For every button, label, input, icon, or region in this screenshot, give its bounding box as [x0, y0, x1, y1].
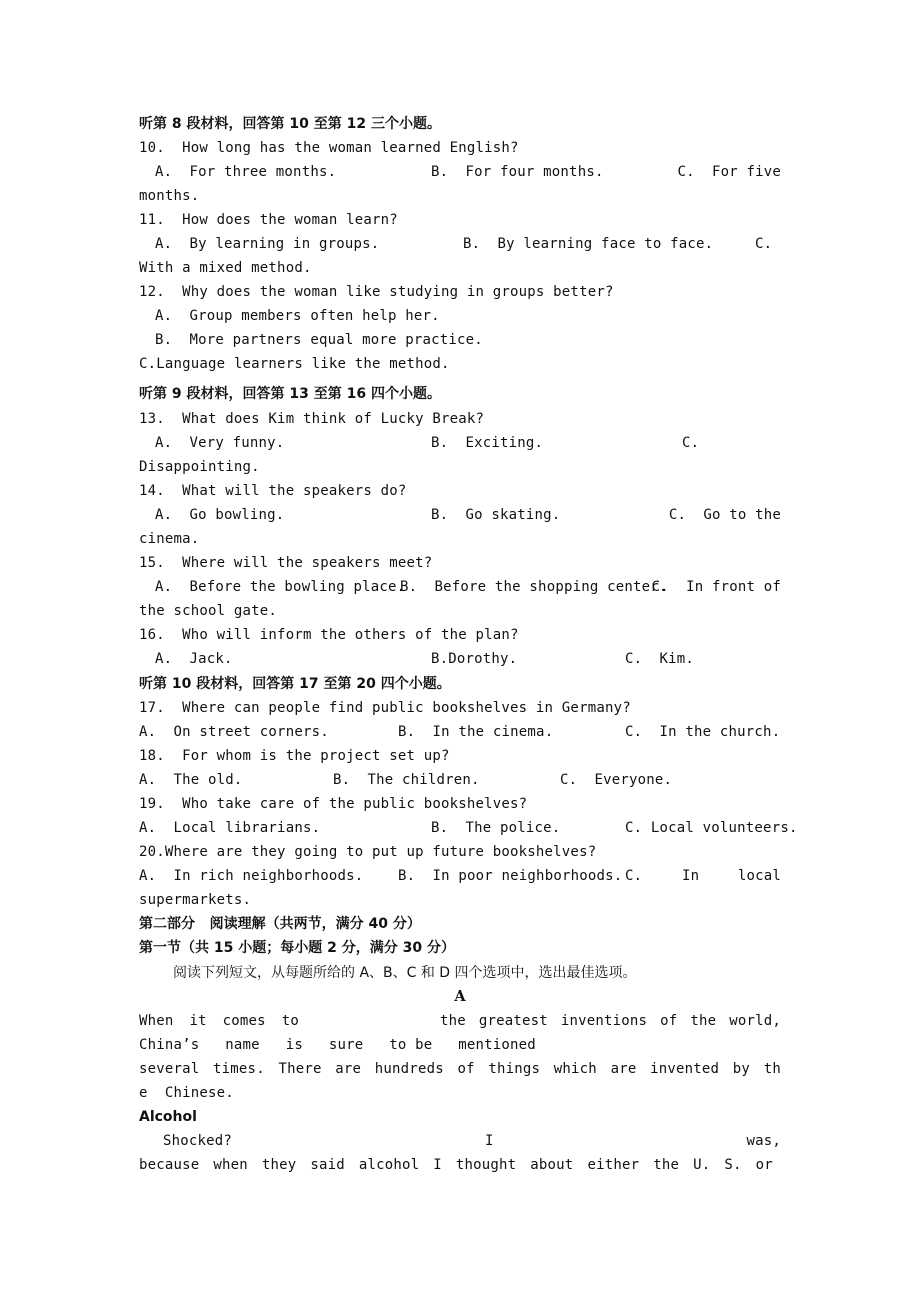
word: the: [653, 1157, 680, 1173]
q20-option-c-word-local: local: [737, 868, 781, 884]
q15-option-c: C. In front of: [651, 579, 781, 595]
passage-line-6: [139, 1153, 773, 1177]
word: several: [139, 1061, 200, 1077]
word: which: [553, 1061, 597, 1077]
q11-option-c-cont: With a mixed method.: [139, 260, 312, 276]
q14-option-c: C. Go to the: [668, 507, 781, 523]
question-16-stem: 16. Who will inform the others of the plan?: [139, 627, 519, 643]
passage-line-1-right: [440, 1009, 781, 1033]
word: times.: [213, 1061, 265, 1077]
word: S.: [724, 1157, 742, 1173]
q10-option-a: A. For three months.: [155, 164, 337, 180]
word: the: [690, 1013, 717, 1029]
word: the: [440, 1013, 466, 1029]
passage-was: was,: [746, 1133, 781, 1149]
q13-option-c: C.: [682, 435, 700, 451]
q18-option-b: B. The children.: [333, 772, 480, 788]
word: When: [139, 1013, 174, 1029]
q17-option-a: A. On street corners.: [139, 724, 329, 740]
q20-option-c-word-in: In: [682, 868, 700, 884]
passage-shocked: Shocked?: [163, 1133, 233, 1149]
question-14-stem: 14. What will the speakers do?: [139, 483, 407, 499]
q18-option-a: A. The old.: [139, 772, 243, 788]
q12-option-b: B. More partners equal more practice.: [155, 332, 483, 348]
word: invented: [650, 1061, 720, 1077]
q14-option-a: A. Go bowling.: [155, 507, 285, 523]
q19-option-b: B. The police.: [431, 820, 561, 836]
word: to: [281, 1013, 299, 1029]
word: are: [335, 1061, 362, 1077]
word: of: [660, 1013, 678, 1029]
word: world,: [729, 1013, 781, 1029]
q19-option-c: C. Local volunteers.: [625, 820, 798, 836]
word: alcohol: [358, 1157, 420, 1173]
word: it: [189, 1013, 207, 1029]
q16-option-b: B.Dorothy.: [431, 651, 518, 667]
section-10-header: 听第 10 段材料，回答第 17 至第 20 四个小题。: [139, 676, 451, 692]
section-1-title: 第一节（共 15 小题；每小题 2 分，满分 30 分）: [139, 940, 455, 956]
question-11-stem: 11. How does the woman learn?: [139, 212, 398, 228]
q11-option-b: B. By learning face to face.: [463, 236, 714, 252]
section-8-header: 听第 8 段材料，回答第 10 至第 12 三个小题。: [139, 116, 441, 132]
word: by: [732, 1061, 751, 1077]
word: or: [755, 1157, 773, 1173]
question-18-stem: 18. For whom is the project set up?: [139, 748, 450, 764]
q20-option-b: B. In poor neighborhoods.: [398, 868, 623, 884]
q10-option-c: C. For five: [677, 164, 781, 180]
word: hundreds: [374, 1061, 444, 1077]
word: they: [261, 1157, 297, 1173]
q12-option-c: C.Language learners like the method.: [139, 356, 450, 372]
q18-option-c: C. Everyone.: [560, 772, 673, 788]
word: either: [587, 1157, 640, 1173]
q16-option-a: A. Jack.: [155, 651, 233, 667]
word: when: [213, 1157, 248, 1173]
part-2-title: 第二部分 阅读理解（共两节，满分 40 分）: [139, 916, 421, 932]
word: th: [763, 1061, 781, 1077]
q13-option-c-cont: Disappointing.: [139, 459, 260, 475]
word: said: [310, 1157, 345, 1173]
word: are: [610, 1061, 637, 1077]
word: There: [278, 1061, 322, 1077]
q19-option-a: A. Local librarians.: [139, 820, 321, 836]
question-17-stem: 17. Where can people find public bookshelves in Germany?: [139, 700, 631, 716]
word: greatest: [478, 1013, 548, 1029]
word: things: [488, 1061, 541, 1077]
q14-option-c-cont: cinema.: [139, 531, 200, 547]
q11-option-a: A. By learning in groups.: [155, 236, 380, 252]
q17-option-b: B. In the cinema.: [398, 724, 554, 740]
word: U.: [693, 1157, 711, 1173]
question-12-stem: 12. Why does the woman like studying in groups better?: [139, 284, 614, 300]
passage-line-3: [139, 1057, 781, 1081]
q13-option-b: B. Exciting.: [431, 435, 544, 451]
q10-option-b: B. For four months.: [431, 164, 604, 180]
q12-option-a: A. Group members often help her.: [155, 308, 440, 324]
question-20-stem: 20.Where are they going to put up future bookshelves?: [139, 844, 597, 860]
word: thought: [455, 1157, 517, 1173]
word: I: [433, 1157, 442, 1173]
q10-option-c-cont: months.: [139, 188, 200, 204]
subheading-alcohol: Alcohol: [139, 1109, 197, 1125]
q20-option-c-cont: supermarkets.: [139, 892, 252, 908]
q17-option-c: C. In the church.: [625, 724, 781, 740]
passage-line-2: China’s name is sure to be mentioned: [139, 1037, 536, 1053]
passage-line-1-left: [139, 1009, 299, 1033]
passage-i: I: [485, 1133, 494, 1149]
q16-option-c: C. Kim.: [625, 651, 695, 667]
q14-option-b: B. Go skating.: [431, 507, 561, 523]
word: about: [530, 1157, 574, 1173]
passage-label: A: [454, 988, 466, 1005]
q15-option-a: A. Before the bowling place.: [155, 579, 406, 595]
q13-option-a: A. Very funny.: [155, 435, 285, 451]
reading-instruction: 阅读下列短文，从每题所给的 A、B、C 和 D 四个选项中，选出最佳选项。: [173, 965, 637, 981]
q15-option-b: B. Before the shopping center.: [400, 579, 668, 595]
question-15-stem: 15. Where will the speakers meet?: [139, 555, 433, 571]
passage-line-4: e Chinese.: [139, 1085, 234, 1101]
question-19-stem: 19. Who take care of the public bookshelves?: [139, 796, 528, 812]
q15-option-c-cont: the school gate.: [139, 603, 278, 619]
question-10-stem: 10. How long has the woman learned English?: [139, 140, 519, 156]
word: of: [457, 1061, 475, 1077]
question-13-stem: 13. What does Kim think of Lucky Break?: [139, 411, 485, 427]
q11-option-c: C.: [755, 236, 773, 252]
q20-option-c: C.: [625, 868, 643, 884]
word: comes: [222, 1013, 266, 1029]
q20-option-a: A. In rich neighborhoods.: [139, 868, 364, 884]
section-9-header: 听第 9 段材料，回答第 13 至第 16 四个小题。: [139, 386, 441, 402]
word: inventions: [560, 1013, 648, 1029]
word: because: [139, 1157, 200, 1173]
